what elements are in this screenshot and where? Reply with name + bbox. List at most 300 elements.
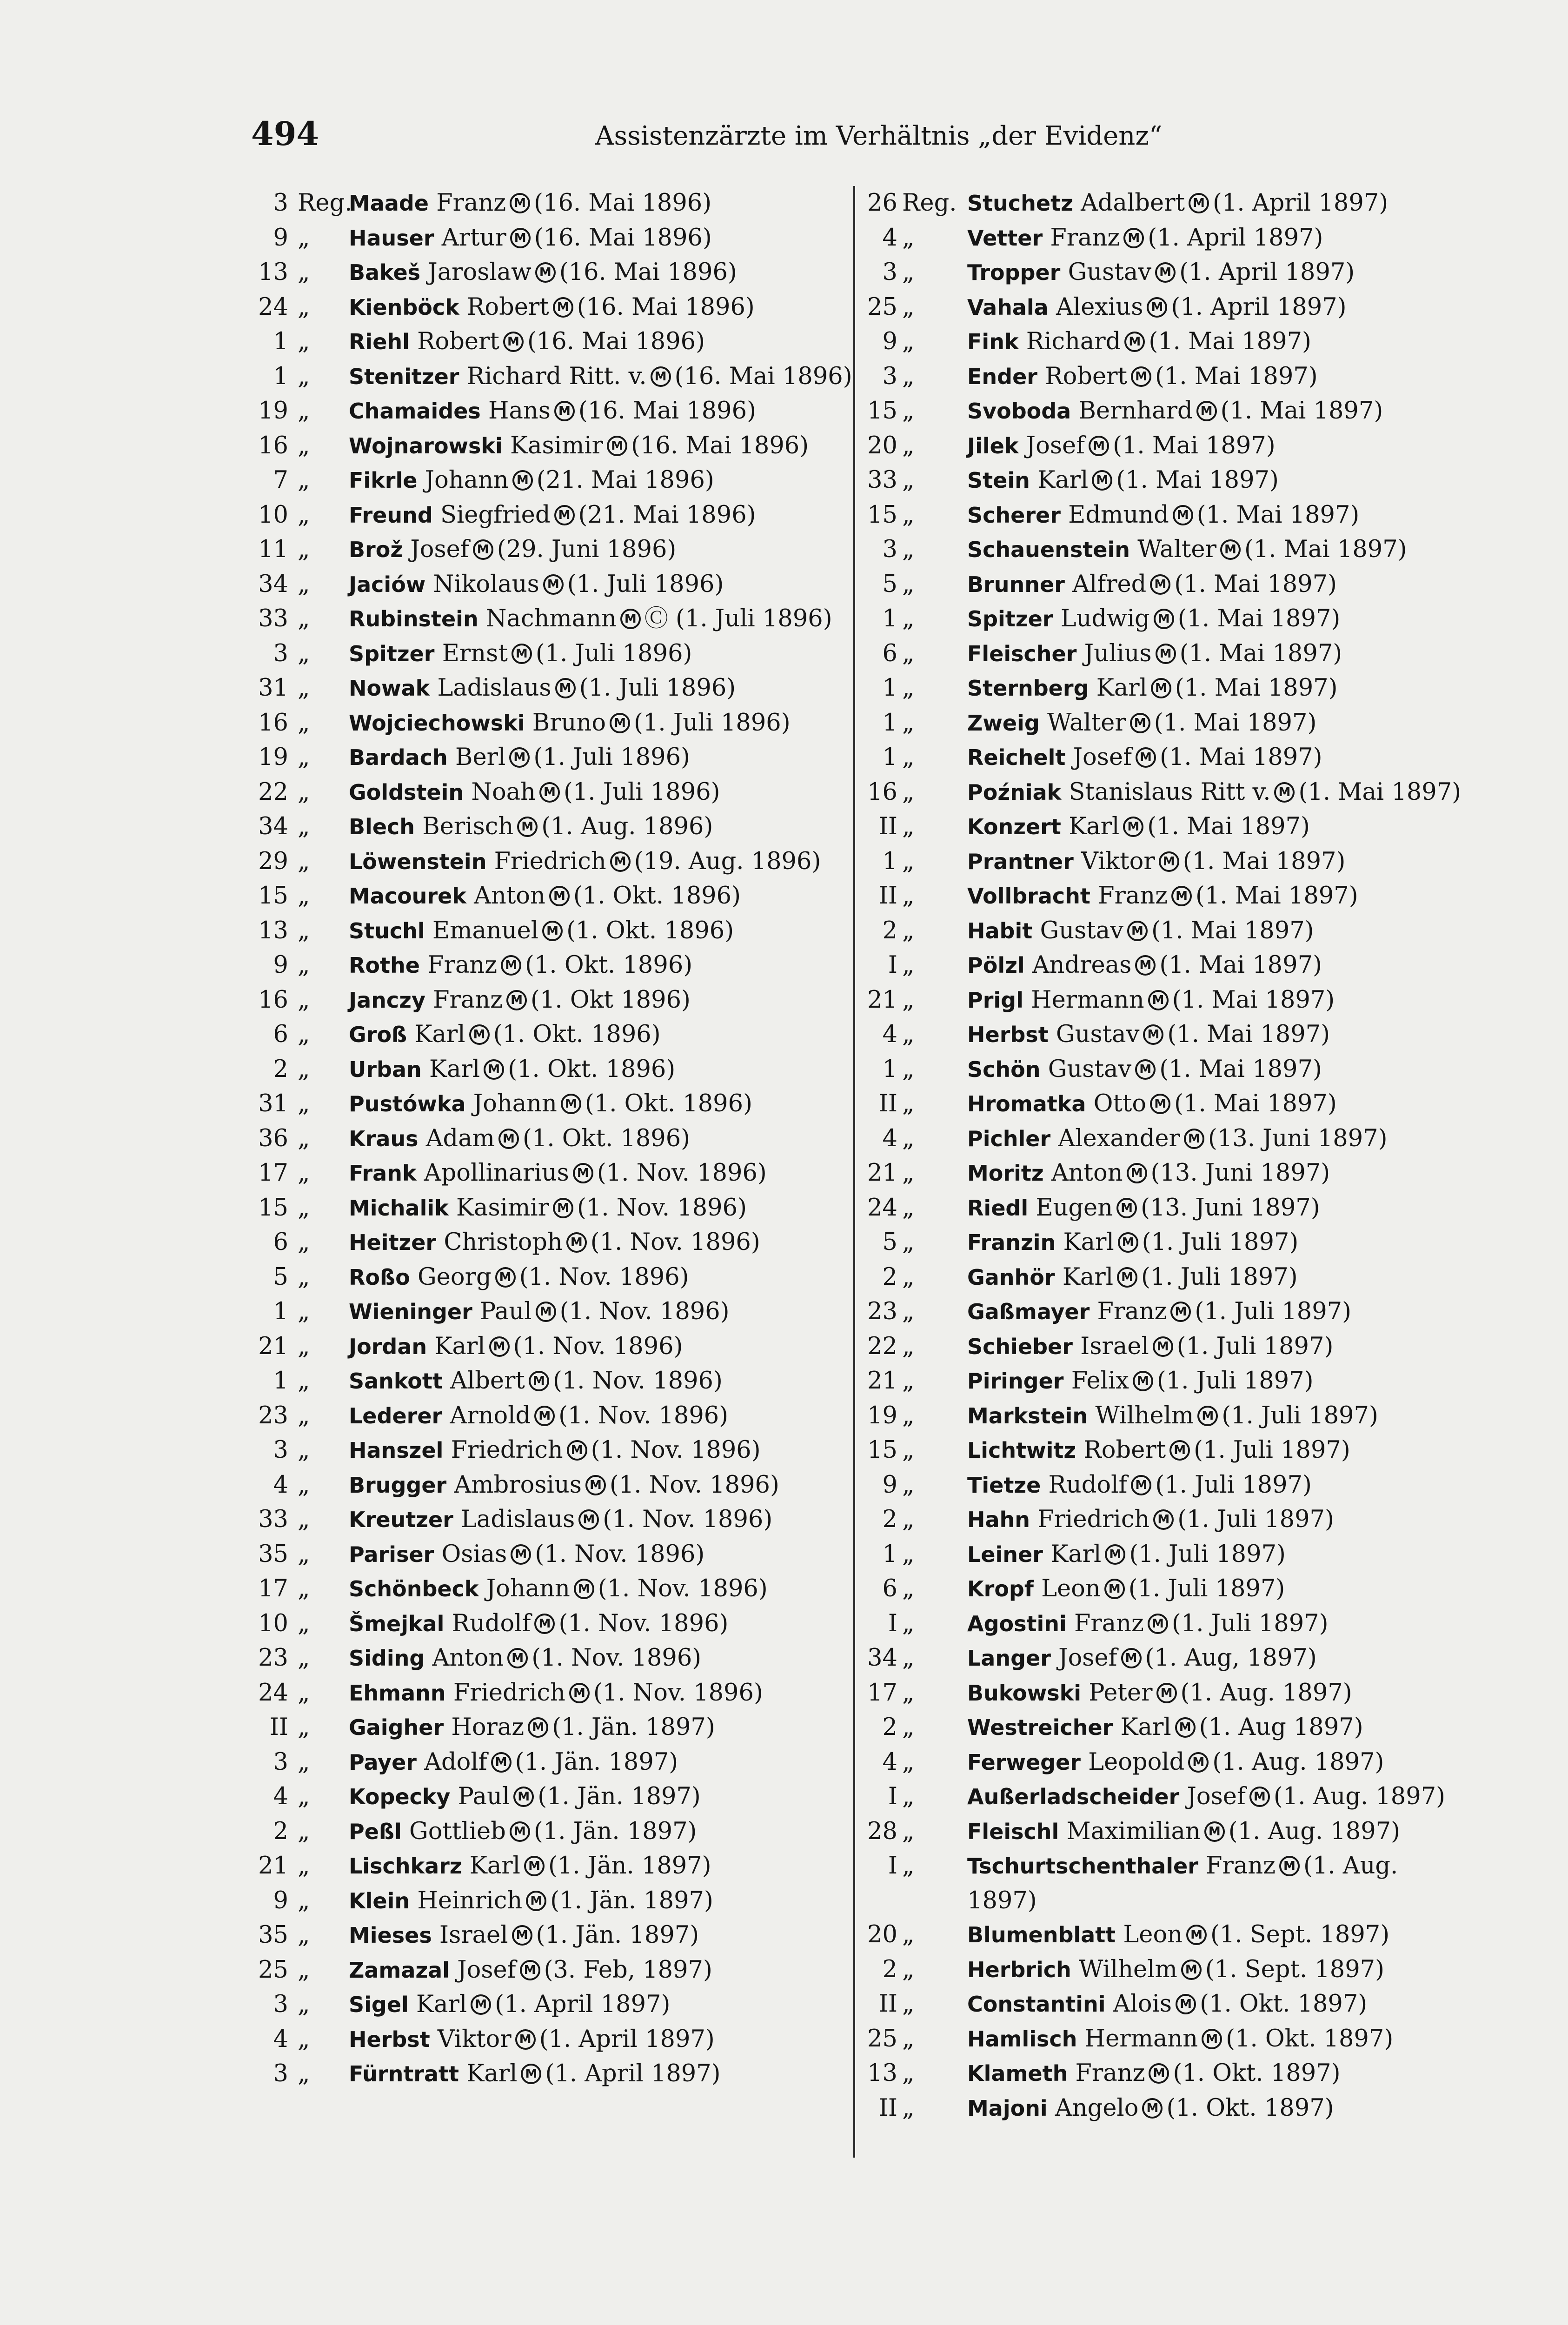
regiment-label: „	[298, 605, 310, 632]
list-item	[860, 1641, 1465, 1676]
surname: Hanszel	[349, 1438, 444, 1463]
circled-m-icon: M	[1124, 332, 1145, 352]
circled-m-icon: M	[1186, 1925, 1207, 1945]
circled-m-icon: M	[510, 228, 531, 248]
surname: Kropf	[967, 1576, 1034, 1601]
entry-date: (1. Mai 1897)	[1151, 917, 1314, 944]
circled-m-icon: M	[1127, 921, 1148, 941]
given-name: Rudolf	[1048, 1471, 1128, 1499]
given-name: Jaroslaw	[428, 259, 532, 286]
list-item	[237, 1087, 856, 1122]
regiment-label: „	[902, 2059, 915, 2087]
regiment-label: „	[902, 1229, 915, 1256]
given-name: Ladislaus	[461, 1506, 575, 1533]
given-name: Alexander	[1058, 1124, 1180, 1152]
entry-date: (1. Okt 1896)	[531, 986, 691, 1014]
regiment-number: 21	[258, 1852, 288, 1880]
given-name: Berl	[455, 744, 506, 771]
regiment-label: „	[902, 1955, 915, 1983]
given-name: Apollinarius	[424, 1159, 569, 1187]
regiment-label: Reg.	[902, 189, 957, 217]
entry-text	[967, 1052, 1465, 1087]
circled-m-icon: M	[1131, 366, 1151, 387]
given-name: Julius	[1084, 639, 1152, 667]
given-name: Karl	[1062, 1263, 1114, 1291]
entry-date: (1. Juli 1897)	[1195, 1298, 1352, 1325]
given-name: Karl	[1037, 466, 1089, 494]
regiment-number: 11	[258, 536, 288, 563]
surname: Brugger	[349, 1472, 447, 1498]
regiment-label: „	[902, 1090, 915, 1117]
surname: Fink	[967, 329, 1019, 354]
regiment-number: 28	[867, 1817, 897, 1845]
entry-date: (1. Juli 1897)	[1155, 1471, 1312, 1499]
regiment-label: „	[902, 1852, 915, 1880]
surname: Pustówka	[349, 1091, 466, 1116]
circled-m-icon: M	[553, 1198, 573, 1218]
given-name: Johann	[486, 1575, 570, 1602]
regiment-number: 10	[258, 1609, 288, 1637]
surname: Brunner	[967, 571, 1065, 597]
list-item	[237, 1468, 856, 1503]
entry-date: (1. Aug. 1897)	[1180, 1679, 1352, 1707]
regiment-number: 4	[273, 1471, 288, 1499]
entry-text	[349, 1710, 856, 1745]
list-item	[860, 948, 1465, 983]
list-item	[860, 1745, 1465, 1780]
given-name: Adalbert	[1081, 189, 1185, 217]
entry-date: (16. Mai 1896)	[577, 293, 755, 321]
given-name: Josef	[1026, 432, 1085, 459]
entry-text	[967, 1156, 1465, 1191]
regiment-number: 24	[258, 1679, 288, 1707]
circled-m-icon: M	[1202, 2029, 1222, 2049]
surname: Mieses	[349, 1923, 432, 1948]
list-item	[237, 706, 856, 741]
given-name: Josef	[1187, 1783, 1246, 1810]
surname: Goldstein	[349, 779, 464, 805]
regiment-number: 19	[867, 1402, 897, 1429]
circled-m-icon: M	[498, 1129, 519, 1149]
surname: Prantner	[967, 849, 1074, 874]
entry-date: (1. Mai 1897)	[1220, 397, 1383, 425]
regiment-label: „	[298, 1055, 310, 1083]
given-name: Karl	[1120, 1714, 1171, 1741]
given-name: Karl	[429, 1055, 480, 1083]
regiment-number: 1	[882, 674, 897, 702]
regiment-number: 3	[882, 362, 897, 390]
list-item	[237, 567, 856, 602]
entry-date: (1. Nov. 1896)	[513, 1332, 683, 1360]
entry-date: (1. Juli 1896)	[634, 709, 791, 737]
regiment-label: „	[298, 1263, 310, 1291]
regiment-label: „	[298, 1852, 310, 1880]
entry-text	[349, 1987, 856, 2022]
entry-text	[349, 1641, 856, 1676]
circled-m-icon: M	[1154, 609, 1174, 629]
list-item	[860, 1676, 1465, 1711]
regiment-label: „	[902, 1194, 915, 1222]
regiment-label: „	[298, 536, 310, 563]
given-name: Wilhelm	[1079, 1955, 1177, 1983]
entry-text	[349, 948, 856, 983]
list-item	[860, 498, 1465, 533]
regiment-number: 16	[867, 778, 897, 806]
entry-date: (16. Mai 1896)	[534, 224, 712, 252]
entry-text	[349, 1502, 856, 1537]
entry-text	[967, 498, 1465, 533]
surname: Lischkarz	[349, 1853, 462, 1879]
entry-text	[967, 1641, 1465, 1676]
surname: Bakeš	[349, 260, 421, 285]
surname: Maade	[349, 191, 429, 216]
list-item	[860, 1433, 1465, 1468]
entry-text	[349, 498, 856, 533]
regiment-number: 20	[867, 432, 897, 459]
surname: Wojciechowski	[349, 710, 525, 736]
circled-m-icon: M	[509, 747, 530, 768]
given-name: Horaz	[451, 1714, 525, 1741]
entry-date: (1. Okt. 1896)	[566, 917, 734, 944]
surname: Nowak	[349, 676, 430, 701]
list-item	[860, 1017, 1465, 1052]
given-name: Anton	[432, 1644, 504, 1672]
entry-text	[967, 1502, 1465, 1537]
circled-m-icon: M	[1150, 1094, 1170, 1114]
list-item	[860, 359, 1465, 394]
list-item	[860, 1987, 1465, 2022]
list-item	[237, 1260, 856, 1295]
entry-date: (1. Juli 1897)	[1129, 1540, 1286, 1568]
circled-m-icon: M	[549, 886, 570, 906]
surname: Peßl	[349, 1819, 402, 1844]
entry-date: Ⓒ (1. Juli 1896)	[644, 605, 832, 632]
entry-text	[967, 602, 1465, 637]
regiment-label: „	[902, 1748, 915, 1776]
regiment-label: „	[902, 1298, 915, 1325]
regiment-number: 3	[273, 1748, 288, 1776]
entry-date: (1. Aug, 1897)	[1145, 1644, 1317, 1672]
given-name: Friedrich	[1037, 1506, 1150, 1533]
entry-text	[967, 1849, 1465, 1918]
given-name: Eugen	[1036, 1194, 1113, 1222]
entry-text	[967, 290, 1465, 325]
circled-m-icon: M	[567, 1440, 587, 1461]
given-name: Josef	[410, 536, 469, 563]
list-item	[237, 879, 856, 914]
list-item	[860, 1607, 1465, 1641]
regiment-label: „	[902, 536, 915, 563]
entry-text	[349, 394, 856, 429]
surname: Piringer	[967, 1368, 1064, 1394]
regiment-label: „	[902, 501, 915, 529]
circled-m-icon: M	[513, 1787, 534, 1807]
list-item	[860, 221, 1465, 256]
entry-text	[967, 1953, 1465, 1987]
entry-date: (1. Sept. 1897)	[1205, 1955, 1384, 1983]
circled-m-icon: M	[1159, 851, 1179, 872]
entry-text	[967, 463, 1465, 498]
list-item	[860, 1780, 1465, 1814]
given-name: Peter	[1089, 1679, 1153, 1707]
surname: Fleischl	[967, 1819, 1059, 1844]
list-item	[860, 290, 1465, 325]
given-name: Paul	[480, 1298, 532, 1325]
regiment-number: 23	[258, 1402, 288, 1429]
surname: Schauenstein	[967, 537, 1130, 562]
given-name: Heinrich	[417, 1887, 523, 1914]
circled-m-icon: M	[489, 1336, 510, 1357]
entry-date: (1. Okt. 1897)	[1173, 2059, 1341, 2087]
regiment-label: „	[298, 2025, 310, 2053]
given-name: Noah	[471, 778, 536, 806]
entry-date: (21. Mai 1896)	[536, 466, 714, 494]
regiment-label: „	[298, 362, 310, 390]
entry-date: (1. Juli 1896)	[533, 744, 690, 771]
given-name: Hermann	[1031, 986, 1144, 1014]
entry-text	[349, 1884, 856, 1919]
entry-text	[349, 914, 856, 949]
left-column	[237, 186, 856, 2092]
entry-text	[967, 2022, 1465, 2057]
regiment-number: 9	[273, 1887, 288, 1914]
regiment-label: „	[298, 1748, 310, 1776]
regiment-label: „	[902, 847, 915, 875]
regiment-label: „	[902, 1817, 915, 1845]
given-name: Karl	[1050, 1540, 1102, 1568]
entry-date: (1. Nov. 1896)	[590, 1229, 760, 1256]
regiment-label: „	[298, 2060, 310, 2087]
entry-date: (21. Mai 1896)	[578, 501, 756, 529]
entry-date: (1. Mai 1897)	[1298, 778, 1462, 806]
given-name: Maximilian	[1066, 1817, 1201, 1845]
surname: Markstein	[967, 1403, 1088, 1428]
circled-m-icon: M	[511, 1544, 531, 1565]
list-item	[237, 914, 856, 949]
circled-m-icon: M	[1204, 1821, 1225, 1842]
entry-text	[967, 1017, 1465, 1052]
entry-date: (1. Juli 1897)	[1128, 1575, 1285, 1602]
regiment-label: „	[902, 1921, 915, 1948]
surname: Prigl	[967, 987, 1023, 1013]
surname: Urban	[349, 1056, 422, 1082]
list-item	[237, 1329, 856, 1364]
circled-m-icon: M	[495, 1267, 516, 1288]
entry-text	[349, 186, 856, 221]
circled-m-icon: M	[1105, 1544, 1125, 1565]
given-name: Israel	[439, 1921, 508, 1949]
regiment-number: 25	[258, 1956, 288, 1984]
regiment-number: 16	[258, 432, 288, 459]
circled-m-icon: M	[1156, 1683, 1177, 1703]
given-name: Felix	[1071, 1367, 1129, 1395]
given-name: Johann	[473, 1090, 557, 1117]
given-name: Franz	[1050, 224, 1120, 252]
regiment-label: „	[902, 605, 915, 632]
entry-text	[349, 1260, 856, 1295]
circled-m-icon: M	[539, 782, 560, 803]
given-name: Robert	[1083, 1436, 1166, 1464]
regiment-label: „	[298, 1229, 310, 1256]
entry-date: (1. Mai 1897)	[1149, 328, 1311, 355]
list-item	[860, 1156, 1465, 1191]
circled-m-icon: M	[1123, 228, 1144, 248]
surname: Ender	[967, 364, 1037, 389]
page-number: 494	[251, 114, 319, 153]
regiment-number: 34	[867, 1644, 897, 1672]
regiment-number: I	[888, 1852, 897, 1880]
entry-date: (1. Nov. 1896)	[609, 1471, 779, 1499]
surname: Blumenblatt	[967, 1922, 1116, 1947]
regiment-number: 22	[258, 778, 288, 806]
circled-m-icon: M	[528, 1717, 548, 1738]
entry-date: (1. Jän. 1897)	[533, 1817, 697, 1845]
entry-date: (13. Juni 1897)	[1141, 1194, 1320, 1222]
list-item	[237, 1191, 856, 1226]
given-name: Hermann	[1084, 2025, 1198, 2053]
given-name: Berisch	[422, 813, 514, 840]
entry-date: (1. Mai 1897)	[1172, 986, 1335, 1014]
regiment-number: 15	[867, 397, 897, 425]
surname: Herbst	[967, 1022, 1049, 1047]
entry-text	[349, 429, 856, 464]
list-item	[237, 394, 856, 429]
given-name: Karl	[1063, 1229, 1114, 1256]
circled-m-icon: M	[506, 990, 527, 1010]
regiment-label: „	[298, 432, 310, 459]
entry-text	[967, 186, 1465, 221]
given-name: Robert	[466, 293, 549, 321]
regiment-number: 17	[258, 1575, 288, 1602]
regiment-number: 24	[867, 1194, 897, 1222]
entry-text	[967, 1918, 1465, 1953]
surname: Zweig	[967, 710, 1040, 736]
list-item	[237, 810, 856, 844]
right-column	[860, 186, 1465, 2126]
regiment-number: 15	[867, 1436, 897, 1464]
entry-date: (1. Okt. 1896)	[525, 951, 693, 979]
list-item	[860, 1260, 1465, 1295]
given-name: Leon	[1123, 1921, 1183, 1948]
regiment-number: 1	[882, 709, 897, 737]
entry-date: (1. Aug. 1897)	[1273, 1783, 1446, 1810]
surname: Pichler	[967, 1126, 1051, 1151]
surname: Sigel	[349, 1992, 409, 2017]
regiment-label: „	[298, 1367, 310, 1395]
surname: Groß	[349, 1022, 407, 1047]
list-item	[860, 1087, 1465, 1122]
circled-m-icon: M	[1189, 193, 1209, 213]
list-item	[237, 1017, 856, 1052]
regiment-number: 9	[273, 951, 288, 979]
regiment-label: „	[298, 951, 310, 979]
given-name: Robert	[417, 328, 499, 355]
regiment-number: 5	[882, 1229, 897, 1256]
surname: Schieber	[967, 1334, 1073, 1359]
given-name: Artur	[441, 224, 506, 252]
entry-date: (1. Nov. 1896)	[535, 1540, 705, 1568]
given-name: Ladislaus	[437, 674, 551, 702]
regiment-number: 3	[273, 1436, 288, 1464]
given-name: Alois	[1113, 1990, 1172, 2018]
circled-m-icon: M	[1181, 1960, 1202, 1980]
given-name: Alfred	[1072, 570, 1147, 598]
entry-text	[349, 1087, 856, 1122]
regiment-number: 2	[882, 1955, 897, 1983]
given-name: Richard	[1026, 328, 1121, 355]
surname: Payer	[349, 1749, 417, 1775]
list-item	[237, 1607, 856, 1641]
list-item	[860, 810, 1465, 844]
entry-date: (1. Okt. 1897)	[1166, 2094, 1334, 2122]
entry-text	[967, 775, 1465, 810]
regiment-number: 31	[258, 674, 288, 702]
surname: Lichtwitz	[967, 1438, 1076, 1463]
regiment-label: „	[902, 1159, 915, 1187]
list-item	[860, 1225, 1465, 1260]
circled-m-icon: M	[574, 1579, 594, 1599]
entry-text	[349, 671, 856, 706]
regiment-label: „	[902, 1021, 915, 1048]
list-item	[860, 914, 1465, 949]
circled-m-icon: M	[610, 851, 631, 872]
circled-m-icon: M	[569, 1683, 590, 1703]
entry-date: (1. April 1897)	[545, 2060, 721, 2087]
list-item	[860, 1502, 1465, 1537]
circled-m-icon: M	[1249, 1787, 1270, 1807]
list-item	[860, 2091, 1465, 2126]
entry-text	[967, 740, 1465, 775]
surname: Jilek	[967, 433, 1019, 458]
surname: Vetter	[967, 225, 1043, 251]
entry-text	[349, 567, 856, 602]
regiment-number: 1	[273, 1367, 288, 1395]
list-item	[237, 325, 856, 359]
regiment-label: „	[298, 778, 310, 806]
entry-date: (1. Nov. 1896)	[591, 1436, 761, 1464]
entry-text	[967, 2091, 1465, 2126]
regiment-number: 34	[258, 813, 288, 840]
regiment-number: II	[878, 882, 897, 910]
regiment-number: 15	[258, 1194, 288, 1222]
circled-m-icon: M	[553, 297, 573, 318]
entry-text	[967, 255, 1465, 290]
list-item	[237, 1295, 856, 1329]
surname: Stuchl	[349, 918, 425, 943]
surname: Blech	[349, 814, 415, 839]
entry-date: (1. Sept. 1897)	[1210, 1921, 1390, 1948]
entry-text	[967, 706, 1465, 741]
page-header	[0, 114, 1568, 166]
given-name: Gottlieb	[409, 1817, 506, 1845]
circled-m-icon: M	[1220, 539, 1241, 560]
circled-m-icon: M	[512, 644, 532, 664]
circled-m-icon: M	[1274, 782, 1295, 803]
entry-text	[967, 671, 1465, 706]
surname: Rothe	[349, 953, 420, 978]
given-name: Stanislaus Ritt v.	[1069, 778, 1271, 806]
surname: Schönbeck	[349, 1576, 479, 1601]
entry-date: (1. Juli 1897)	[1177, 1506, 1334, 1533]
regiment-number: 4	[882, 224, 897, 252]
list-item	[237, 1502, 856, 1537]
entry-date: (1. Mai 1897)	[1159, 1055, 1322, 1083]
list-item	[237, 740, 856, 775]
circled-m-icon: M	[517, 817, 538, 837]
regiment-label: „	[298, 1714, 310, 1741]
surname: Langer	[967, 1646, 1051, 1671]
given-name: Paul	[458, 1783, 510, 1810]
